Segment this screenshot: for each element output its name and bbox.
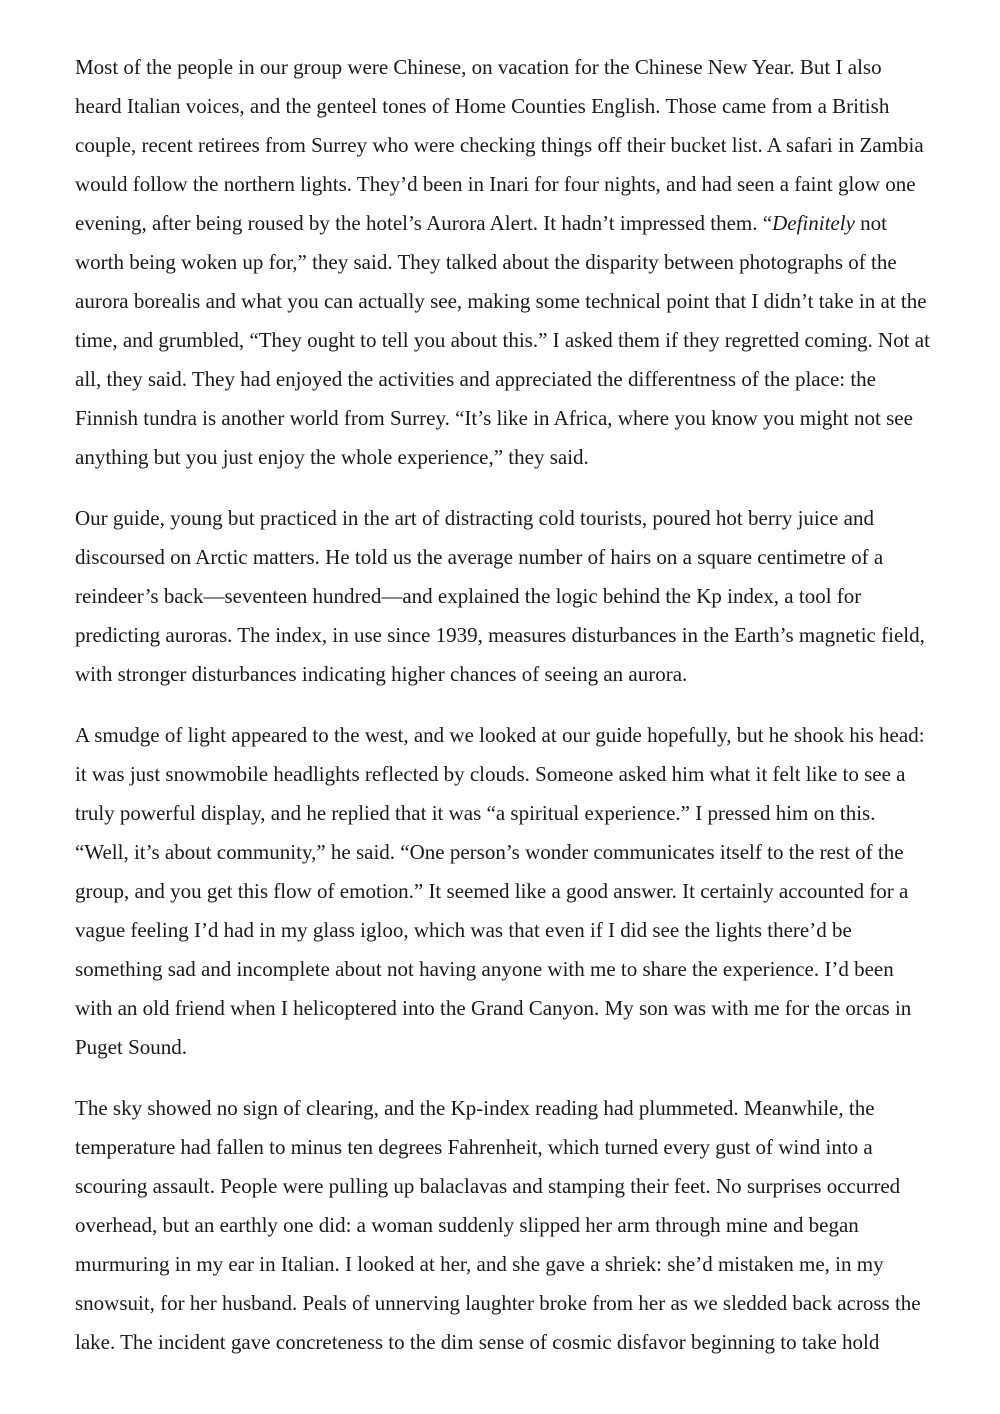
paragraph-2: Our guide, young but practiced in the art of distracting cold tourists, poured hot berry juice and discoursed on Arctic matters. He told us the average number of hairs on a square centimetre of a reindeer’s back—seventeen hundred—and explained the logic behind the Kp index, a tool for predicting auroras. The index, in use since 1939, measures disturbances in the Earth’s magnetic field, with stronger disturbances indicating higher chances of seeing an aurora.: [75, 506, 925, 686]
paragraph-1-text-start: Most of the people in our group were Chinese, on vacation for the Chinese New Year. But I also heard Italian voices, and the genteel tones of Home Counties English. Those came from a British couple, recent retirees from Surrey who were checking things off their bucket list. A safari in Zambia would follow the northern lights. They’d been in Inari for four nights, and had seen a faint glow one evening, after being roused by the hotel’s Aurora Alert. It hadn’t impressed them. “: [75, 55, 924, 235]
paragraph-1: [75, 48, 933, 477]
paragraph-3: A smudge of light appeared to the west, and we looked at our guide hopefully, but he shook his head: it was just snowmobile headlights reflected by clouds. Someone asked him what it felt like to see a truly powerful display, and he replied that it was “a spiritual experience.” I pressed him on this. “Well, it’s about community,” he said. “One person’s wonder communicates itself to the rest of the group, and you get this flow of emotion.” It seemed like a good answer. It certainly accounted for a vague feeling I’d had in my glass igloo, which was that even if I did see the lights there’d be something sad and incomplete about not having anyone with me to share the experience. I’d been with an old friend when I helicoptered into the Grand Canyon. My son was with me for the orcas in Puget Sound.: [75, 723, 925, 1059]
emphasis-definitely: Definitely: [772, 211, 855, 235]
article-body: [75, 48, 933, 1362]
paragraph-4: The sky showed no sign of clearing, and the Kp-index reading had plummeted. Meanwhile, the temperature had fallen to minus ten degrees Fahrenheit, which turned every gust of wind into a scouring assault. People were pulling up balaclavas and stamping their feet. No surprises occurred overhead, but an earthly one did: a woman suddenly slipped her arm through mine and began murmuring in my ear in Italian. I looked at her, and she gave a shriek: she’d mistaken me, in my snowsuit, for her husband. Peals of unnerving laughter broke from her as we sledded back across the lake. The incident gave concreteness to the dim sense of cosmic disfavor beginning to take hold: [75, 1096, 921, 1354]
paragraph-1-text-end: not worth being woken up for,” they said. They talked about the disparity between photographs of the aurora borealis and what you can actually see, making some technical point that I didn’t take in at the time, and grumbled, “They ought to tell you about this.” I asked them if they regretted coming. Not at all, they said. They had enjoyed the activities and appreciated the differentness of the place: the Finnish tundra is another world from Surrey. “It’s like in Africa, where you know you might not see anything but you just enjoy the whole experience,” they said.: [75, 211, 930, 469]
